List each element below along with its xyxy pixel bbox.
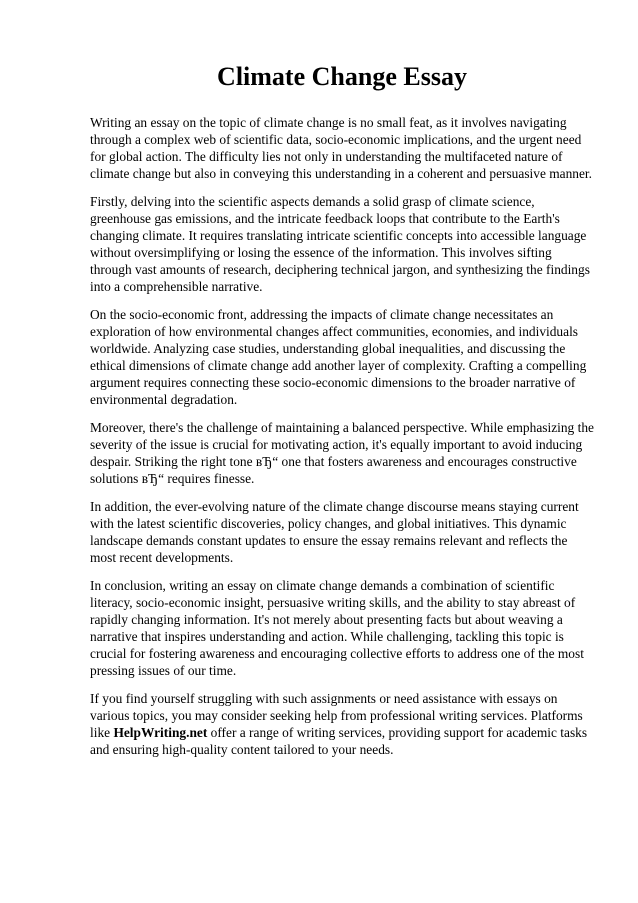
brand-name: HelpWriting.net (113, 725, 208, 740)
paragraph-conclusion: In conclusion, writing an essay on climate change demands a combination of scientific literacy, socio-economic insight, persuasive writing skills, and the ability to stay abreast of rapidly changing information. It's not merely about presenting facts but about weaving a narrative that inspires understanding and action. While challenging, tackling this topic is crucial for fostering awareness and encouraging collective efforts to address one of the most pressing issues of our time. (90, 578, 584, 678)
paragraph-balance: Moreover, there's the challenge of maintaining a balanced perspective. While emphasizing the severity of the issue is crucial for motivating action, it's equally important to avoid inducing despair. Striking the right tone вЂ“ one that fosters awareness and encourages constructive solutions вЂ“ requires finesse. (90, 420, 594, 486)
services-text-before: If you find yourself struggling with such assignments or need assistance with essays on various topics, you may consider seeking help from professional writing services. Platforms like (90, 691, 583, 740)
services-text-after: offer a range of writing services, providing support for academic tasks and ensuring high-quality content tailored to your needs. (90, 725, 588, 757)
paragraph-services (90, 690, 594, 758)
essay-title: Climate Change Essay (217, 62, 467, 91)
paragraph-intro: Writing an essay on the topic of climate change is no small feat, as it involves navigating through a complex web of scientific data, socio-economic implications, and the urgent need for global action. The difficulty lies not only in understanding the multifaceted nature of climate change but also in conveying this understanding in a coherent and persuasive manner. (90, 115, 592, 181)
paragraph-evolving: In addition, the ever-evolving nature of the climate change discourse means staying current with the latest scientific discoveries, policy changes, and global initiatives. This dynamic landscape demands constant updates to ensure the essay remains relevant and reflects the most recent developments. (90, 499, 579, 565)
paragraph-scientific: Firstly, delving into the scientific aspects demands a solid grasp of climate science, greenhouse gas emissions, and the intricate feedback loops that contribute to the Earth's changing climate. It requires translating intricate scientific concepts into accessible language without oversimplifying or losing the essence of the information. This involves sifting through vast amounts of research, deciphering technical jargon, and synthesizing the findings into a comprehensible narrative. (90, 194, 590, 294)
paragraph-socio-economic: On the socio-economic front, addressing the impacts of climate change necessitates an exploration of how environmental changes affect communities, economies, and individuals worldwide. Analyzing case studies, understanding global inequalities, and discussing the ethical dimensions of climate change add another layer of complexity. Crafting a compelling argument requires connecting these socio-economic dimensions to the broader narrative of environmental degradation. (90, 307, 587, 407)
